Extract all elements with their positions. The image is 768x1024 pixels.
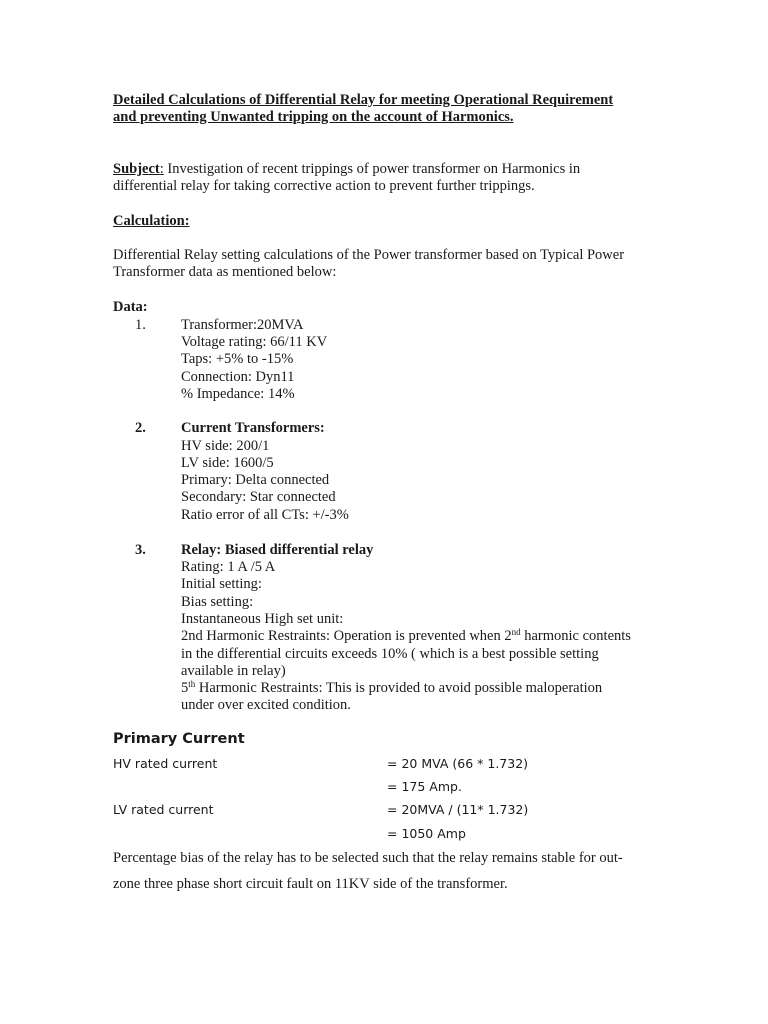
harmonic-2-text: 2nd Harmonic Restraints: Operation is prevented when 2 — [181, 628, 512, 644]
harmonic-2-line-2: in the differential circuits exceeds 10% ( which is a best possible setting — [181, 646, 599, 662]
item-line: Primary: Delta connected — [181, 472, 330, 488]
item-line: Secondary: Star connected — [181, 489, 336, 505]
hv-rated-current-result: = 175 Amp. — [387, 779, 462, 794]
subject-text-1: Investigation of recent trippings of power transformer on Harmonics in — [163, 161, 581, 177]
harmonic-2-line-3: available in relay) — [181, 663, 286, 679]
calculation-line-1: Differential Relay setting calculations of the Power transformer based on Typical Power — [113, 247, 625, 263]
item-line: Taps: +5% to -15% — [181, 351, 294, 367]
primary-current-heading: Primary Current — [113, 731, 245, 747]
lv-rated-current-formula: = 20MVA / (11* 1.732) — [387, 802, 529, 817]
item-number: 2. — [135, 420, 146, 436]
calculation-line-2: Transformer data as mentioned below: — [113, 264, 337, 280]
harmonic-5-text: Harmonic Restraints: This is provided to avoid possible maloperation — [195, 680, 603, 696]
item-number: 3. — [135, 542, 146, 558]
harmonic-5-line-2: under over excited condition. — [181, 697, 351, 713]
harmonic-5-superscript: th — [188, 679, 196, 689]
calculation-heading: Calculation: — [113, 213, 190, 229]
document-title-line-2: and preventing Unwanted tripping on the account of Harmonics. — [113, 109, 514, 125]
item-line: Voltage rating: 66/11 KV — [181, 334, 328, 350]
document-title-line-1: Detailed Calculations of Differential Relay for meeting Operational Requirement — [113, 92, 614, 108]
item-number: 1. — [135, 317, 146, 333]
item-line: LV side: 1600/5 — [181, 455, 274, 471]
item-line: % Impedance: 14% — [181, 386, 295, 402]
item-line: Transformer:20MVA — [181, 317, 304, 333]
subject-label: Subject — [113, 161, 160, 177]
hv-rated-current-formula: = 20 MVA (66 * 1.732) — [387, 756, 529, 771]
lv-rated-current-label: LV rated current — [113, 802, 214, 817]
subject-line-1 — [113, 161, 580, 179]
closing-line-2: zone three phase short circuit fault on 11KV side of the transformer. — [113, 876, 508, 892]
closing-line-1: Percentage bias of the relay has to be selected such that the relay remains stable for out- — [113, 850, 623, 866]
item-line: Ratio error of all CTs: +/-3% — [181, 507, 349, 523]
item-line: HV side: 200/1 — [181, 438, 270, 454]
harmonic-2-line-1 — [181, 628, 631, 646]
item-heading: Relay: Biased differential relay — [181, 542, 374, 558]
item-heading: Current Transformers: — [181, 420, 325, 436]
harmonic-2-superscript: nd — [511, 627, 521, 637]
harmonic-2-text-end: harmonic contents — [520, 628, 631, 644]
data-heading: Data: — [113, 299, 148, 315]
harmonic-5-number: 5 — [181, 680, 189, 696]
harmonic-5-line-1 — [181, 680, 602, 698]
subject-line-2: differential relay for taking corrective action to prevent further trippings. — [113, 178, 535, 194]
item-line: Bias setting: — [181, 594, 254, 610]
lv-rated-current-result: = 1050 Amp — [387, 826, 466, 841]
subject-colon: : — [159, 161, 164, 177]
hv-rated-current-label: HV rated current — [113, 756, 218, 771]
item-line: Initial setting: — [181, 576, 262, 592]
item-line: Instantaneous High set unit: — [181, 611, 344, 627]
item-line: Rating: 1 A /5 A — [181, 559, 276, 575]
item-line: Connection: Dyn11 — [181, 369, 295, 385]
